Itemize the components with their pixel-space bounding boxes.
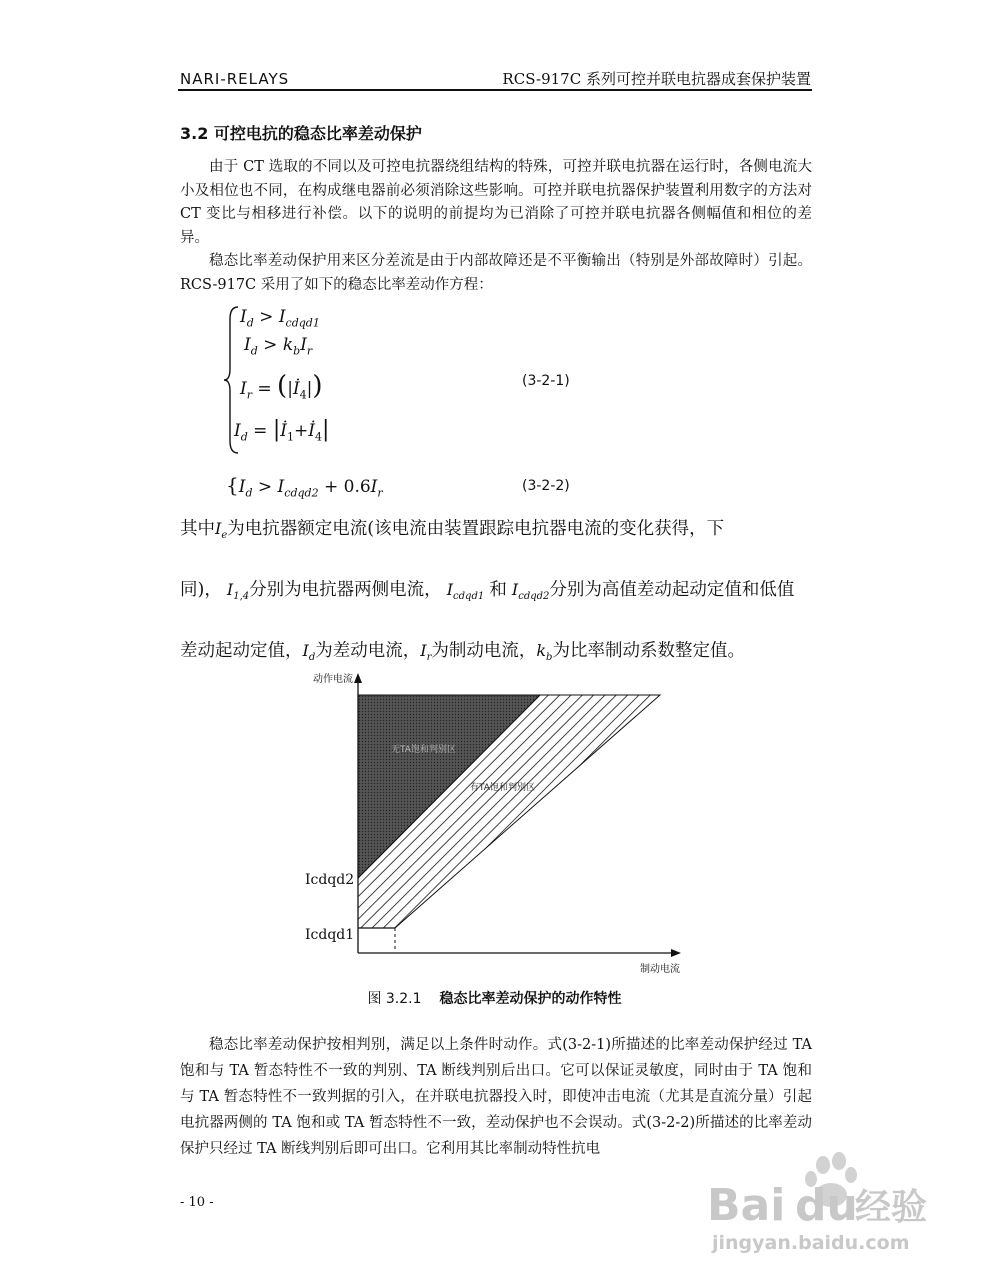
header-title: 系列可控并联电抗器成套保护装置 [585,70,811,88]
svg-text:经验: 经验 [855,1187,928,1228]
equation-3-2-1 [222,305,332,455]
figure-number: 图 3.2.1 [367,991,422,1007]
paragraph-2: 稳态比率差动保护用来区分差流是由于内部故障还是不平衡输出（特别是外部故障时）引起。RCS-917C 采用了如下的稳态比率差动作方程： [180,253,812,293]
x-axis-arrow [671,949,681,957]
region-label-1: 无TA饱和判别区 [391,745,456,755]
watermark-url: jingyan.baidu.com [712,1232,910,1254]
svg-text:Bai: Bai [707,1180,786,1231]
def-line-1: 其中$I_e$为电抗器额定电流(该电流由装置跟踪电抗器电流的变化获得，下 [180,519,725,542]
characteristic-diagram [295,665,695,983]
y-axis-label: 动作电流 [313,674,353,685]
eq-line-2: $I_d > k_bI_r$ [244,335,313,358]
def-line-3: 差动起动定值，$I_d$为差动电流，$I_r$为制动电流，$k_b$为比率制动系数整定值。 [180,641,745,664]
header-right [502,68,811,89]
equation-3-2-2: {$I_d > I_{cdqd2} + 0.6I_r$ [226,473,383,500]
x-axis-label: 制动电流 [640,964,680,975]
figure-title: 稳态比率差动保护的动作特性 [439,991,622,1007]
bottom-paragraph: 稳态比率差动保护按相判别，满足以上条件时动作。式(3-2-1)所描述的比率差动保护经过 TA 饱和与 TA 暂态特性不一致的判别、TA 断线判别后出口。它可以保证灵敏度，同时由于 TA 饱和与 TA 暂态特性不一致判据的引入，在并联电抗器投入时，即使冲击电流（尤其是直流分量）引起电抗器两侧的 TA 饱和或 TA 暂态特性不一致，差动保护也不会误动。式(3-2-2)所描述的比率差动保护只经过 TA 断线判别后即可出口。它利用其比率制动特性抗电 [180,1037,812,1157]
svg-text:du: du [795,1180,858,1231]
tick-icdqd2: Icdqd2 [305,872,355,888]
header-left: NARI-RELAYS [180,70,290,88]
eq-line-4: $I_d$ = $|İ_1+İ_4|$ [234,417,330,444]
header-rule [178,89,812,91]
def-line-2: 同)， $I_{1,4}$分别为电抗器两侧电流， $I_{cdqd1}$ 和 $I_{cdqd2}$分别为高值差动起动定值和低值 [180,580,795,603]
page-number: - 10 - [180,1195,214,1210]
eq-line-3: $I_r$ = $(|İ_4|)$ [240,371,323,402]
eq-line-1: $I_d > I_{cdqd1}$ [240,307,320,330]
intro-text [180,156,812,297]
section-title: 3.2 可控电抗的稳态比率差动保护 [180,124,422,143]
figure-caption [0,988,989,1008]
tick-icdqd1: Icdqd1 [305,927,355,943]
equation-number-2: (3-2-2) [522,478,570,494]
region-label-2: 有TA饱和判别区 [470,783,535,793]
equation-number-1: (3-2-1) [522,373,570,389]
header-code: RCS-917C [502,70,582,88]
definitions [180,502,812,686]
y-axis-arrow [354,673,362,683]
paragraph-1: 由于 CT 选取的不同以及可控电抗器绕组结构的特殊，可控并联电抗器在运行时，各侧电流大小及相位也不同，在构成继电器前必须消除这些影响。可控并联电抗器保护装置利用数字的方法对 CT 变比与相移进行补偿。以下的说明的前提均为已消除了可控并联电抗器各侧幅值和相位的差异。 [180,159,812,246]
